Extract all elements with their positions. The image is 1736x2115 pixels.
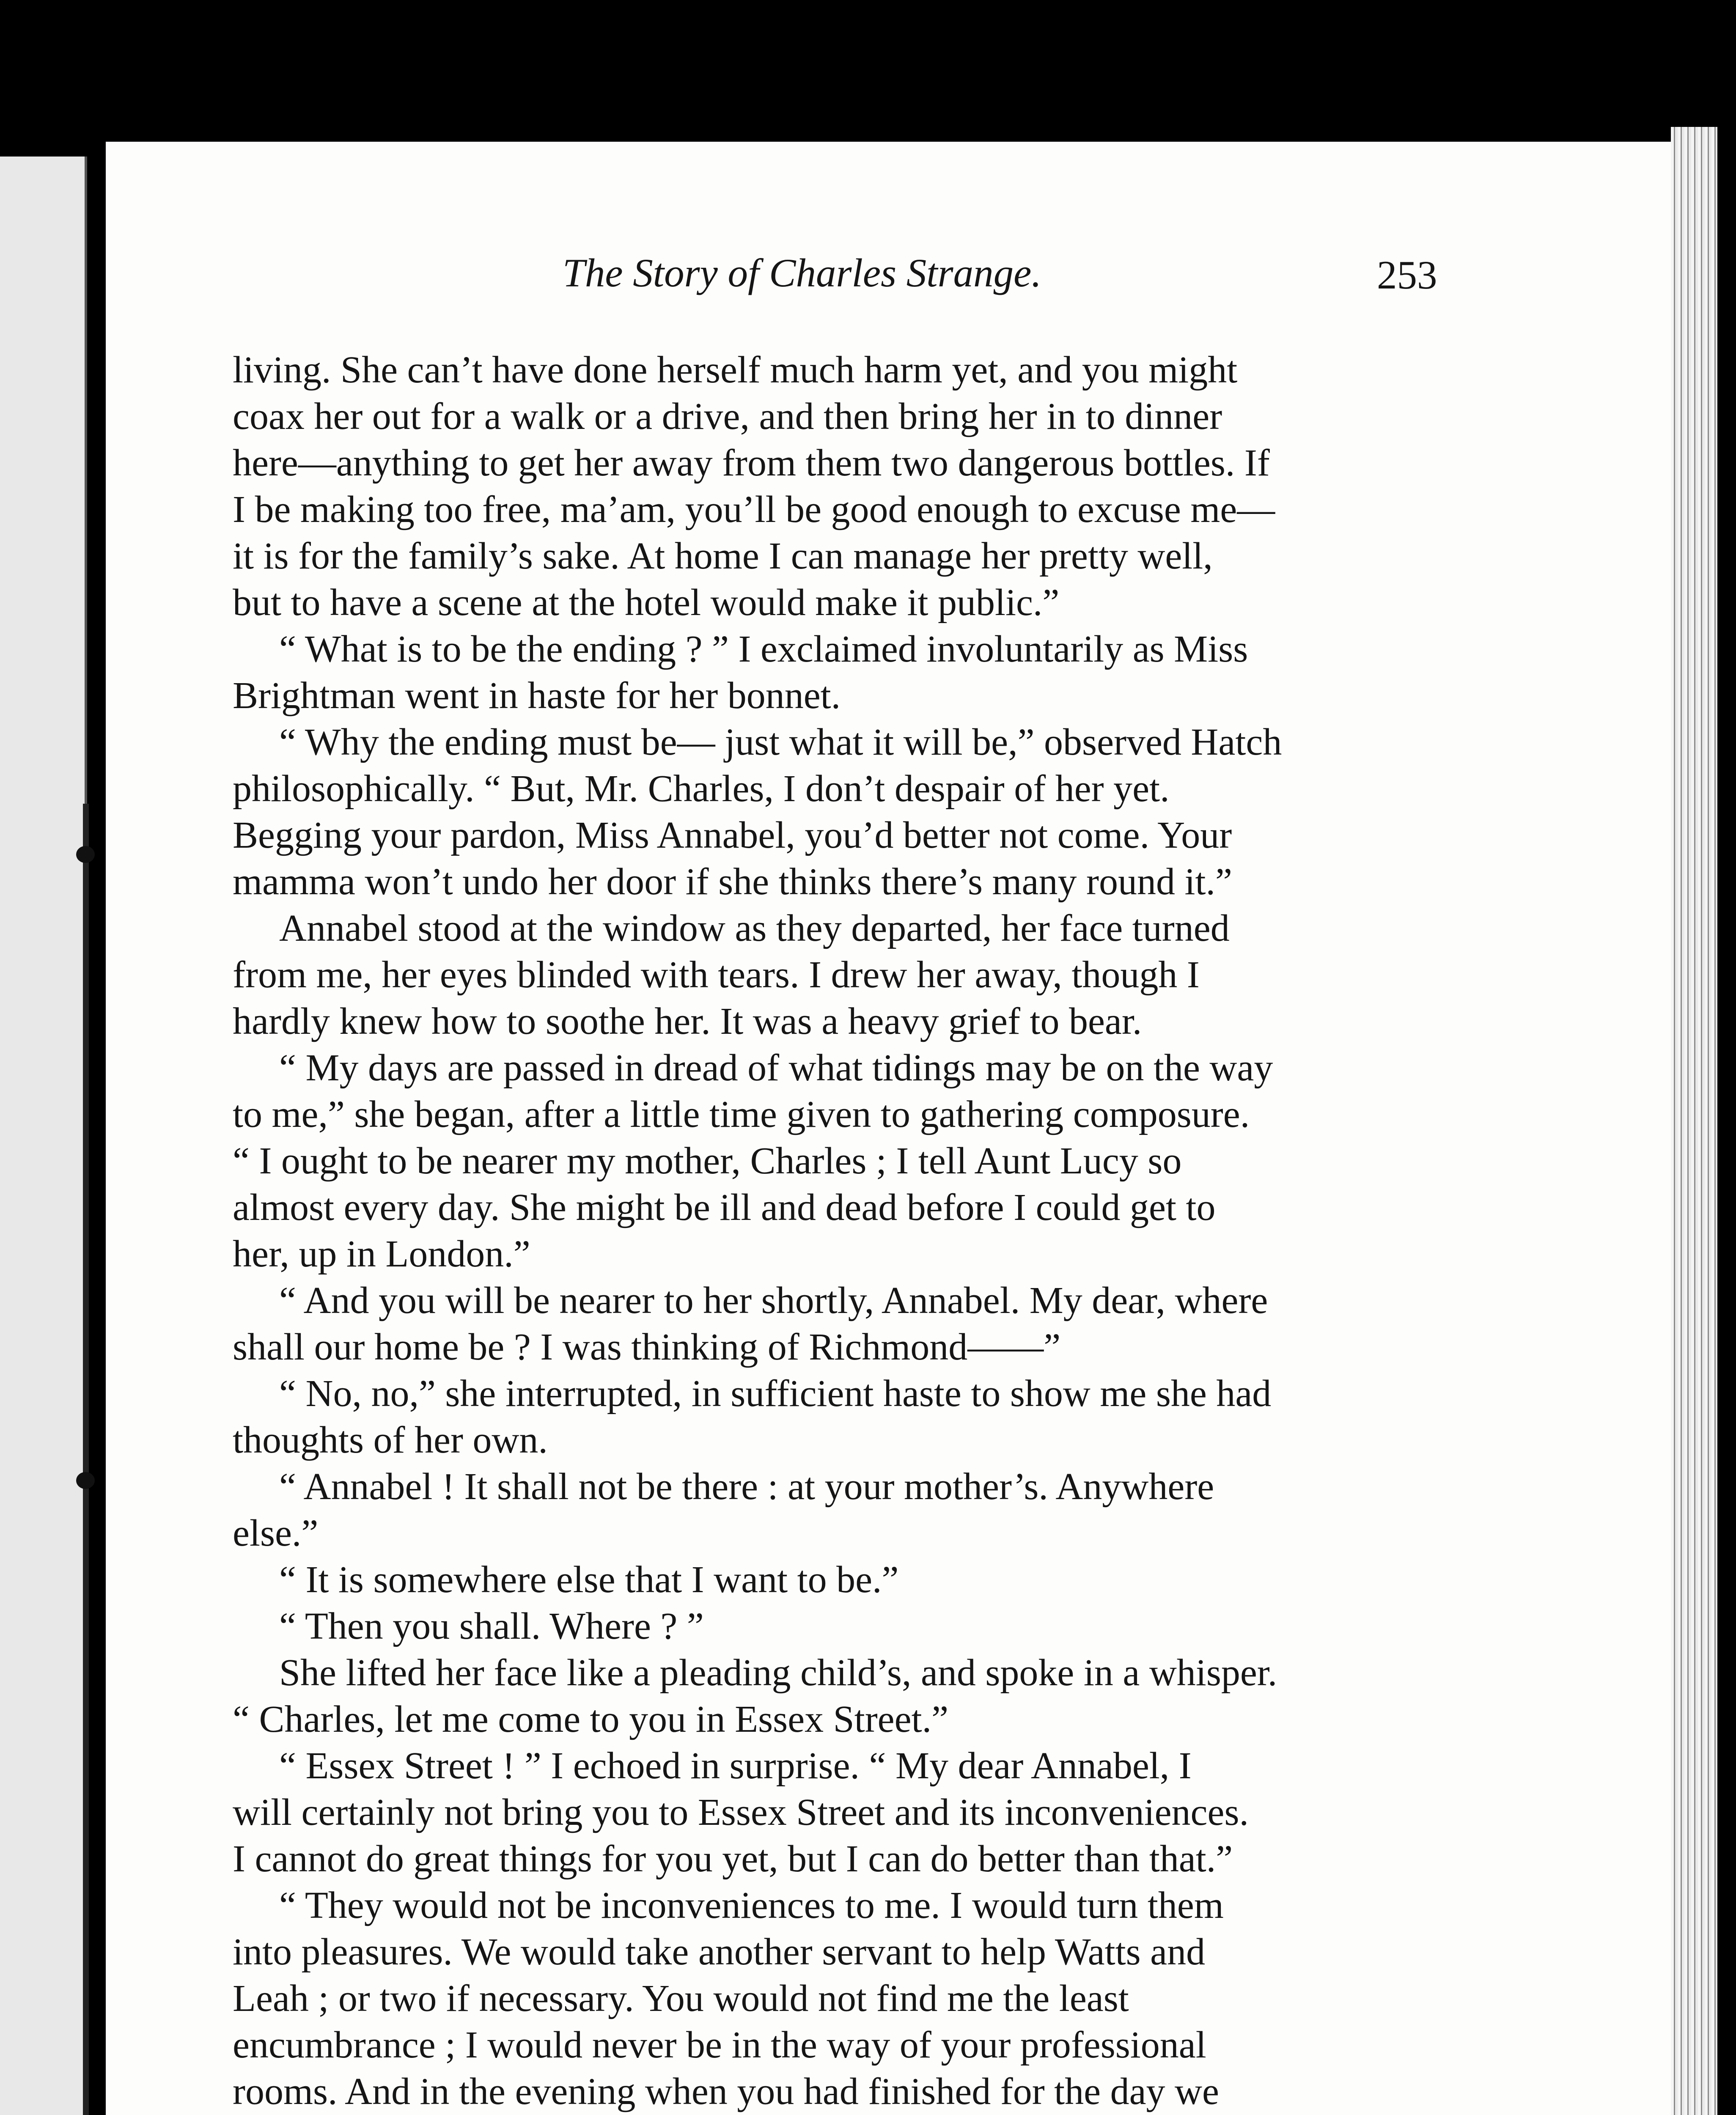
text-line: “ Charles, let me come to you in Essex Street.” [233,1698,949,1740]
text-line: encumbrance ; I would never be in the way of your professional [233,2024,1206,2066]
body-text [233,347,1472,2115]
text-line: “ Why the ending must be— just what it will be,” observed Hatch [279,721,1282,763]
text-line: “ My days are passed in dread of what tidings may be on the way [279,1047,1273,1089]
text-line: from me, her eyes blinded with tears. I drew her away, though I [233,954,1200,996]
text-line: “ And you will be nearer to her shortly, Annabel. My dear, where [279,1280,1268,1321]
text-line: Annabel stood at the window as they departed, her face turned [279,907,1230,949]
text-line: her, up in London.” [233,1233,530,1275]
running-head: The Story of Charles Strange. [563,250,1042,295]
text-line: Brightman went in haste for her bonnet. [233,675,841,717]
page-number: 253 [1377,253,1437,297]
text-line: philosophically. “ But, Mr. Charles, I don’t despair of her yet. [233,768,1170,810]
binding-knot [76,846,95,863]
text-line: but to have a scene at the hotel would make it public.” [233,582,1060,624]
text-line: shall our home be ? I was thinking of Richmond——” [233,1326,1061,1368]
text-line: “ What is to be the ending ? ” I exclaimed involuntarily as Miss [279,628,1248,670]
text-line: I cannot do great things for you yet, but I can do better than that.” [233,1838,1233,1880]
text-line: thoughts of her own. [233,1419,548,1461]
text-line: “ Essex Street ! ” I echoed in surprise. “ My dear Annabel, I [279,1745,1192,1787]
text-line: rooms. And in the evening when you had finished for the day we [233,2071,1220,2112]
text-line: “ Annabel ! It shall not be there : at your mother’s. Anywhere [279,1466,1214,1508]
binding-knot [76,1472,95,1489]
text-line: will certainly not bring you to Essex Street and its inconveniences. [233,1791,1249,1833]
text-line: “ I ought to be nearer my mother, Charles ; I tell Aunt Lucy so [233,1140,1182,1182]
text-line: into pleasures. We would take another servant to help Watts and [233,1931,1206,1973]
text-line: here—anything to get her away from them two dangerous bottles. If [233,442,1270,484]
text-line: coax her out for a walk or a drive, and then bring her in to dinner [233,396,1222,437]
text-line: it is for the family’s sake. At home I can manage her pretty well, [233,535,1213,577]
text-line: mamma won’t undo her door if she thinks there’s many round it.” [233,861,1232,903]
binding-thread [83,804,89,2115]
left-page-edge [0,157,87,2115]
text-line: hardly knew how to soothe her. It was a heavy grief to bear. [233,1000,1142,1042]
text-line: I be making too free, ma’am, you’ll be good enough to excuse me— [233,489,1275,530]
text-line: “ They would not be inconveniences to me. I would turn them [279,1884,1224,1926]
text-line: “ Then you shall. Where ? ” [279,1605,704,1647]
text-line: Begging your pardon, Miss Annabel, you’d better not come. Your [233,814,1232,856]
page-edges [1671,127,1717,2115]
text-line: Leah ; or two if necessary. You would not find me the least [233,1978,1129,2019]
text-line: almost every day. She might be ill and dead before I could get to [233,1187,1216,1228]
text-line: “ It is somewhere else that I want to be.” [279,1559,899,1601]
text-line: She lifted her face like a pleading child’s, and spoke in a whisper. [279,1652,1277,1694]
text-line: else.” [233,1512,319,1554]
text-line: “ No, no,” she interrupted, in sufficient haste to show me she had [279,1373,1272,1415]
text-line: living. She can’t have done herself much harm yet, and you might [233,349,1238,391]
text-line: to me,” she began, after a little time given to gathering composure. [233,1093,1250,1135]
